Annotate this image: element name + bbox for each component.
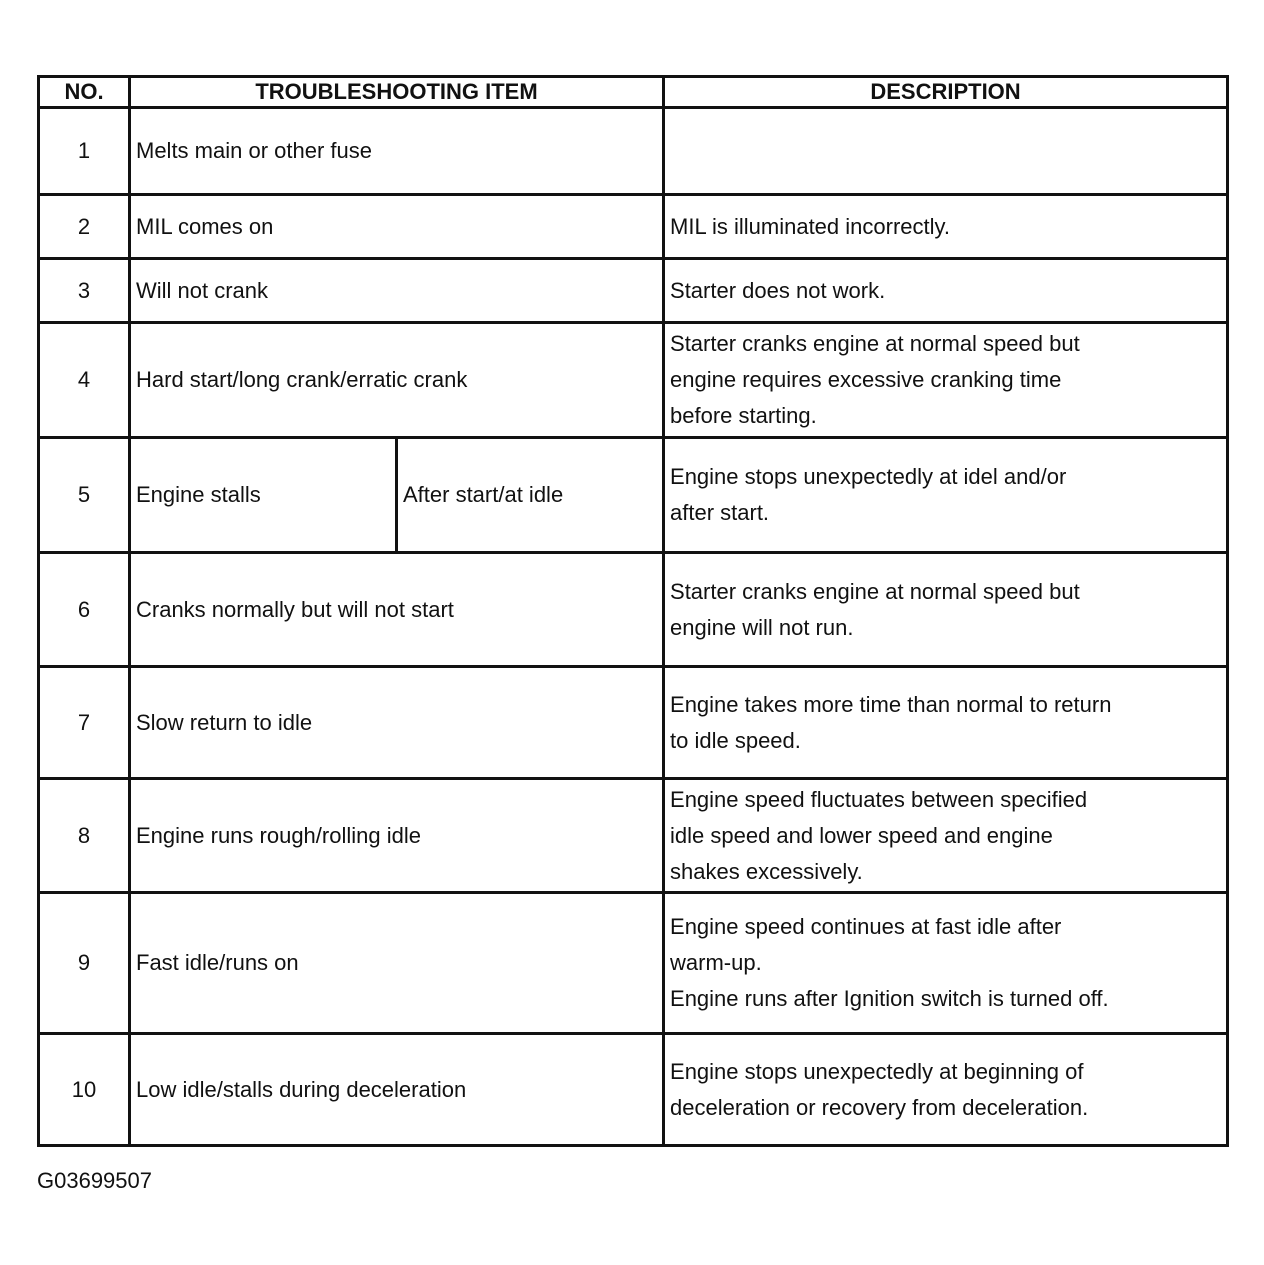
header-troubleshooting-item: TROUBLESHOOTING ITEM [130,77,664,108]
row-number: 9 [39,893,130,1034]
header-no: NO. [39,77,130,108]
troubleshooting-item: Hard start/long crank/erratic crank [130,323,664,438]
row-number: 3 [39,259,130,323]
description-line: after start. [670,500,770,525]
description [664,779,1228,893]
troubleshooting-item: Fast idle/runs on [130,893,664,1034]
description [664,259,1228,323]
description-line: before starting. [670,403,817,428]
row-number: 4 [39,323,130,438]
description-line: shakes excessively. [670,858,863,884]
table-row [39,1034,1228,1146]
description [664,323,1228,438]
description-line: Engine stops unexpectedly at idel and/or [670,464,1067,489]
troubleshooting-table [37,75,1229,1147]
table-row [39,259,1228,323]
table-row [39,779,1228,893]
troubleshooting-item: Melts main or other fuse [130,108,664,195]
row-number: 2 [39,195,130,259]
description [664,438,1228,553]
description-line: engine requires excessive cranking time [670,367,1062,392]
description-line: idle speed and lower speed and engine [670,822,1053,848]
table-row [39,323,1228,438]
description-line: warm-up. [670,950,762,975]
description-line: engine will not run. [670,614,854,640]
description [664,108,1228,195]
row-number: 7 [39,667,130,779]
description-line: Engine speed fluctuates between specified [670,786,1088,812]
table-row [39,195,1228,259]
description-line: Engine takes more time than normal to return [670,691,1112,717]
troubleshooting-item: Engine stalls [130,438,397,553]
troubleshooting-subitem: After start/at idle [397,438,664,553]
header-description: DESCRIPTION [664,77,1228,108]
description-line: Engine stops unexpectedly at beginning of [670,1058,1084,1084]
row-number: 10 [39,1034,130,1146]
description-line: Starter cranks engine at normal speed but [670,578,1080,604]
description-line: Starter does not work. [670,277,886,303]
troubleshooting-item: Engine runs rough/rolling idle [130,779,664,893]
row-number: 6 [39,553,130,667]
troubleshooting-item: Low idle/stalls during deceleration [130,1034,664,1146]
description-line: Engine runs after Ignition switch is turned off. [670,986,1109,1011]
figure-id: G03699507 [37,1168,152,1193]
description [664,195,1228,259]
description-line: Engine speed continues at fast idle after [670,914,1062,939]
description-line: Starter cranks engine at normal speed but [670,331,1080,356]
troubleshooting-item: MIL comes on [130,195,664,259]
row-number: 1 [39,108,130,195]
description-line: to idle speed. [670,727,801,753]
table-row [39,108,1228,195]
row-number: 8 [39,779,130,893]
table-row [39,893,1228,1034]
description [664,667,1228,779]
description [664,893,1228,1034]
troubleshooting-item: Will not crank [130,259,664,323]
table-header-row [39,77,1228,108]
table-row [39,667,1228,779]
description-line: MIL is illuminated incorrectly. [670,213,950,239]
table-row [39,438,1228,553]
troubleshooting-item: Cranks normally but will not start [130,553,664,667]
description [664,553,1228,667]
description-line: deceleration or recovery from deceleration. [670,1094,1089,1120]
row-number: 5 [39,438,130,553]
table-row [39,553,1228,667]
description [664,1034,1228,1146]
troubleshooting-item: Slow return to idle [130,667,664,779]
